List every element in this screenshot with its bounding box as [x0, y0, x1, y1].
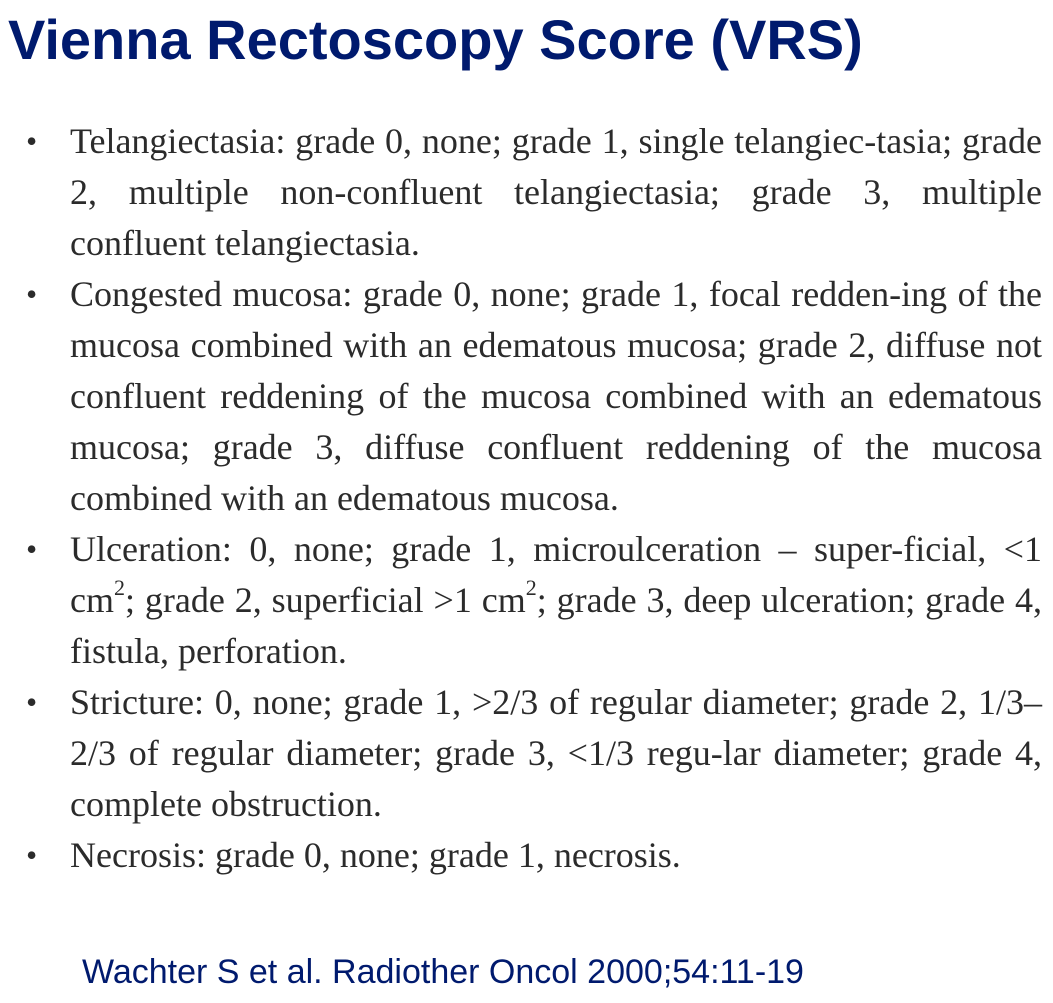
criterion-necrosis [22, 830, 1042, 881]
criterion-text-part: Ulceration: 0, none; grade 1, microulceration – super-ficial, <1 cm [70, 529, 1042, 620]
bullet-icon: • [26, 123, 38, 159]
criterion-ulceration [22, 524, 1042, 677]
page-title: Vienna Rectoscopy Score (VRS) [8, 8, 863, 71]
bullet-icon: • [26, 684, 38, 720]
criterion-stricture [22, 677, 1042, 830]
bullet-icon: • [26, 531, 38, 567]
superscript: 2 [113, 575, 125, 600]
criterion-telangiectasia [22, 116, 1042, 269]
criterion-text: Stricture: 0, none; grade 1, >2/3 of regular diameter; grade 2, 1/3–2/3 of regular diameter; grade 3, <1/3 regu-lar diameter; grade 4, complete obstruction. [70, 682, 1042, 824]
superscript: 2 [525, 575, 537, 600]
criterion-text-part: ; grade 2, superficial >1 cm [124, 580, 526, 620]
criteria-list [22, 116, 1042, 881]
bullet-icon: • [26, 276, 38, 312]
criterion-text-part: ; grade 3, deep ulceration; grade 4, fistula, perforation. [70, 580, 1042, 671]
criterion-congested-mucosa [22, 269, 1042, 524]
criterion-text: Necrosis: grade 0, none; grade 1, necrosis. [70, 835, 681, 875]
bullet-icon: • [26, 837, 38, 873]
criterion-text: Congested mucosa: grade 0, none; grade 1, focal redden-ing of the mucosa combined with an edematous mucosa; grade 2, diffuse not confluent reddening of the mucosa combined with an edematous mucosa; grade 3, diffuse confluent reddening of the mucosa combined with an edematous mucosa. [70, 274, 1042, 518]
criterion-text: Telangiectasia: grade 0, none; grade 1, single telangiec-tasia; grade 2, multiple non-confluent telangiectasia; grade 3, multiple confluent telangiectasia. [70, 121, 1042, 263]
citation: Wachter S et al. Radiother Oncol 2000;54:11-19 [82, 953, 804, 991]
